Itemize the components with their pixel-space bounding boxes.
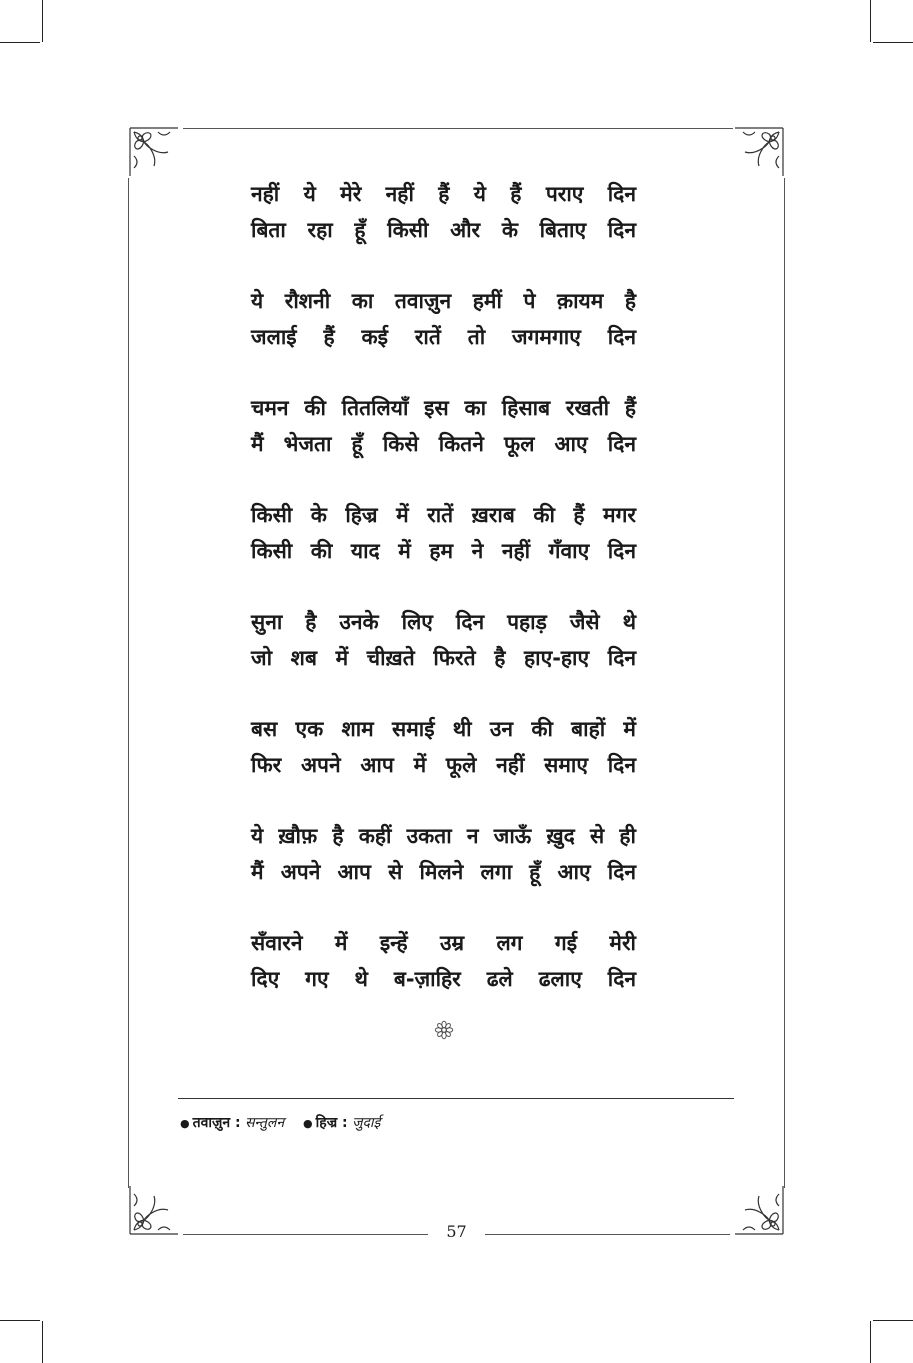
crop-mark (873, 1320, 913, 1321)
poem-line: सँवारने में इन्हें उम्र लग गई मेरी (251, 931, 636, 955)
footnote-term: हिज्र : (315, 1115, 348, 1131)
stanza (251, 711, 636, 783)
stanza (251, 604, 636, 676)
poem-line: बिता रहा हूँ किसी और के बिताए दिन (251, 218, 636, 242)
crop-mark (870, 0, 871, 42)
crop-mark (42, 0, 43, 42)
poem-line: जो शब में चीख़ते फिरते है हाए-हाए दिन (251, 646, 636, 670)
footnote-bullet: ● (303, 1117, 313, 1130)
poem-line: किसी की याद में हम ने नहीं गँवाए दिन (251, 539, 636, 563)
footnote-bullet: ● (180, 1117, 190, 1130)
stanza (251, 497, 636, 569)
frame-left-line (128, 178, 129, 1188)
ornament-icon (733, 1184, 785, 1236)
frame-bottom-left-line (183, 1234, 428, 1235)
flower-icon (434, 1020, 454, 1040)
crop-mark (0, 1320, 40, 1321)
frame-top-line (183, 128, 733, 129)
ornament-icon (128, 126, 180, 178)
crop-mark (42, 1321, 43, 1363)
poem-line: सुना है उनके लिए दिन पहाड़ जैसे थे (251, 610, 636, 634)
poem-line: जलाई हैं कई रातें तो जगमगाए दिन (251, 325, 636, 349)
footnote-definition: जुदाई (352, 1115, 381, 1131)
poem-line: चमन की तितलियाँ इस का हिसाब रखती हैं (251, 396, 636, 420)
footnotes (180, 1113, 380, 1132)
poem-line: दिए गए थे ब-ज़ाहिर ढले ढलाए दिन (251, 967, 636, 991)
poem-line: नहीं ये मेरे नहीं हैं ये हैं पराए दिन (251, 182, 636, 206)
frame-right-line (784, 178, 785, 1188)
poem-line: मैं भेजता हूँ किसे कितने फूल आए दिन (251, 432, 636, 456)
poem-line: मैं अपने आप से मिलने लगा हूँ आए दिन (251, 860, 636, 884)
stanza (251, 283, 636, 355)
stanza (251, 925, 636, 997)
footnote-definition: सन्तुलन (245, 1115, 285, 1131)
poem-line: फिर अपने आप में फूले नहीं समाए दिन (251, 753, 636, 777)
frame-bottom-right-line (485, 1234, 730, 1235)
ornament-icon (733, 126, 785, 178)
poem-line: किसी के हिज्र में रातें ख़राब की हैं मगर (251, 503, 636, 527)
poem-line: ये ख़ौफ़ है कहीं उकता न जाऊँ ख़ुद से ही (251, 824, 636, 848)
stanza (251, 818, 636, 890)
stanza (251, 176, 636, 248)
crop-mark (0, 42, 40, 43)
footnote-term: तवाज़ुन : (192, 1115, 241, 1131)
crop-mark (873, 42, 913, 43)
footnote-divider (178, 1098, 734, 1099)
page-number: 57 (446, 1222, 467, 1241)
ornament-icon (128, 1184, 180, 1236)
crop-mark (870, 1321, 871, 1363)
poem-line: बस एक शाम समाई थी उन की बाहों में (251, 717, 636, 741)
poem (251, 176, 636, 1032)
poem-line: ये रौशनी का तवाज़ुन हमीं पे क़ायम है (251, 289, 636, 313)
stanza (251, 390, 636, 462)
